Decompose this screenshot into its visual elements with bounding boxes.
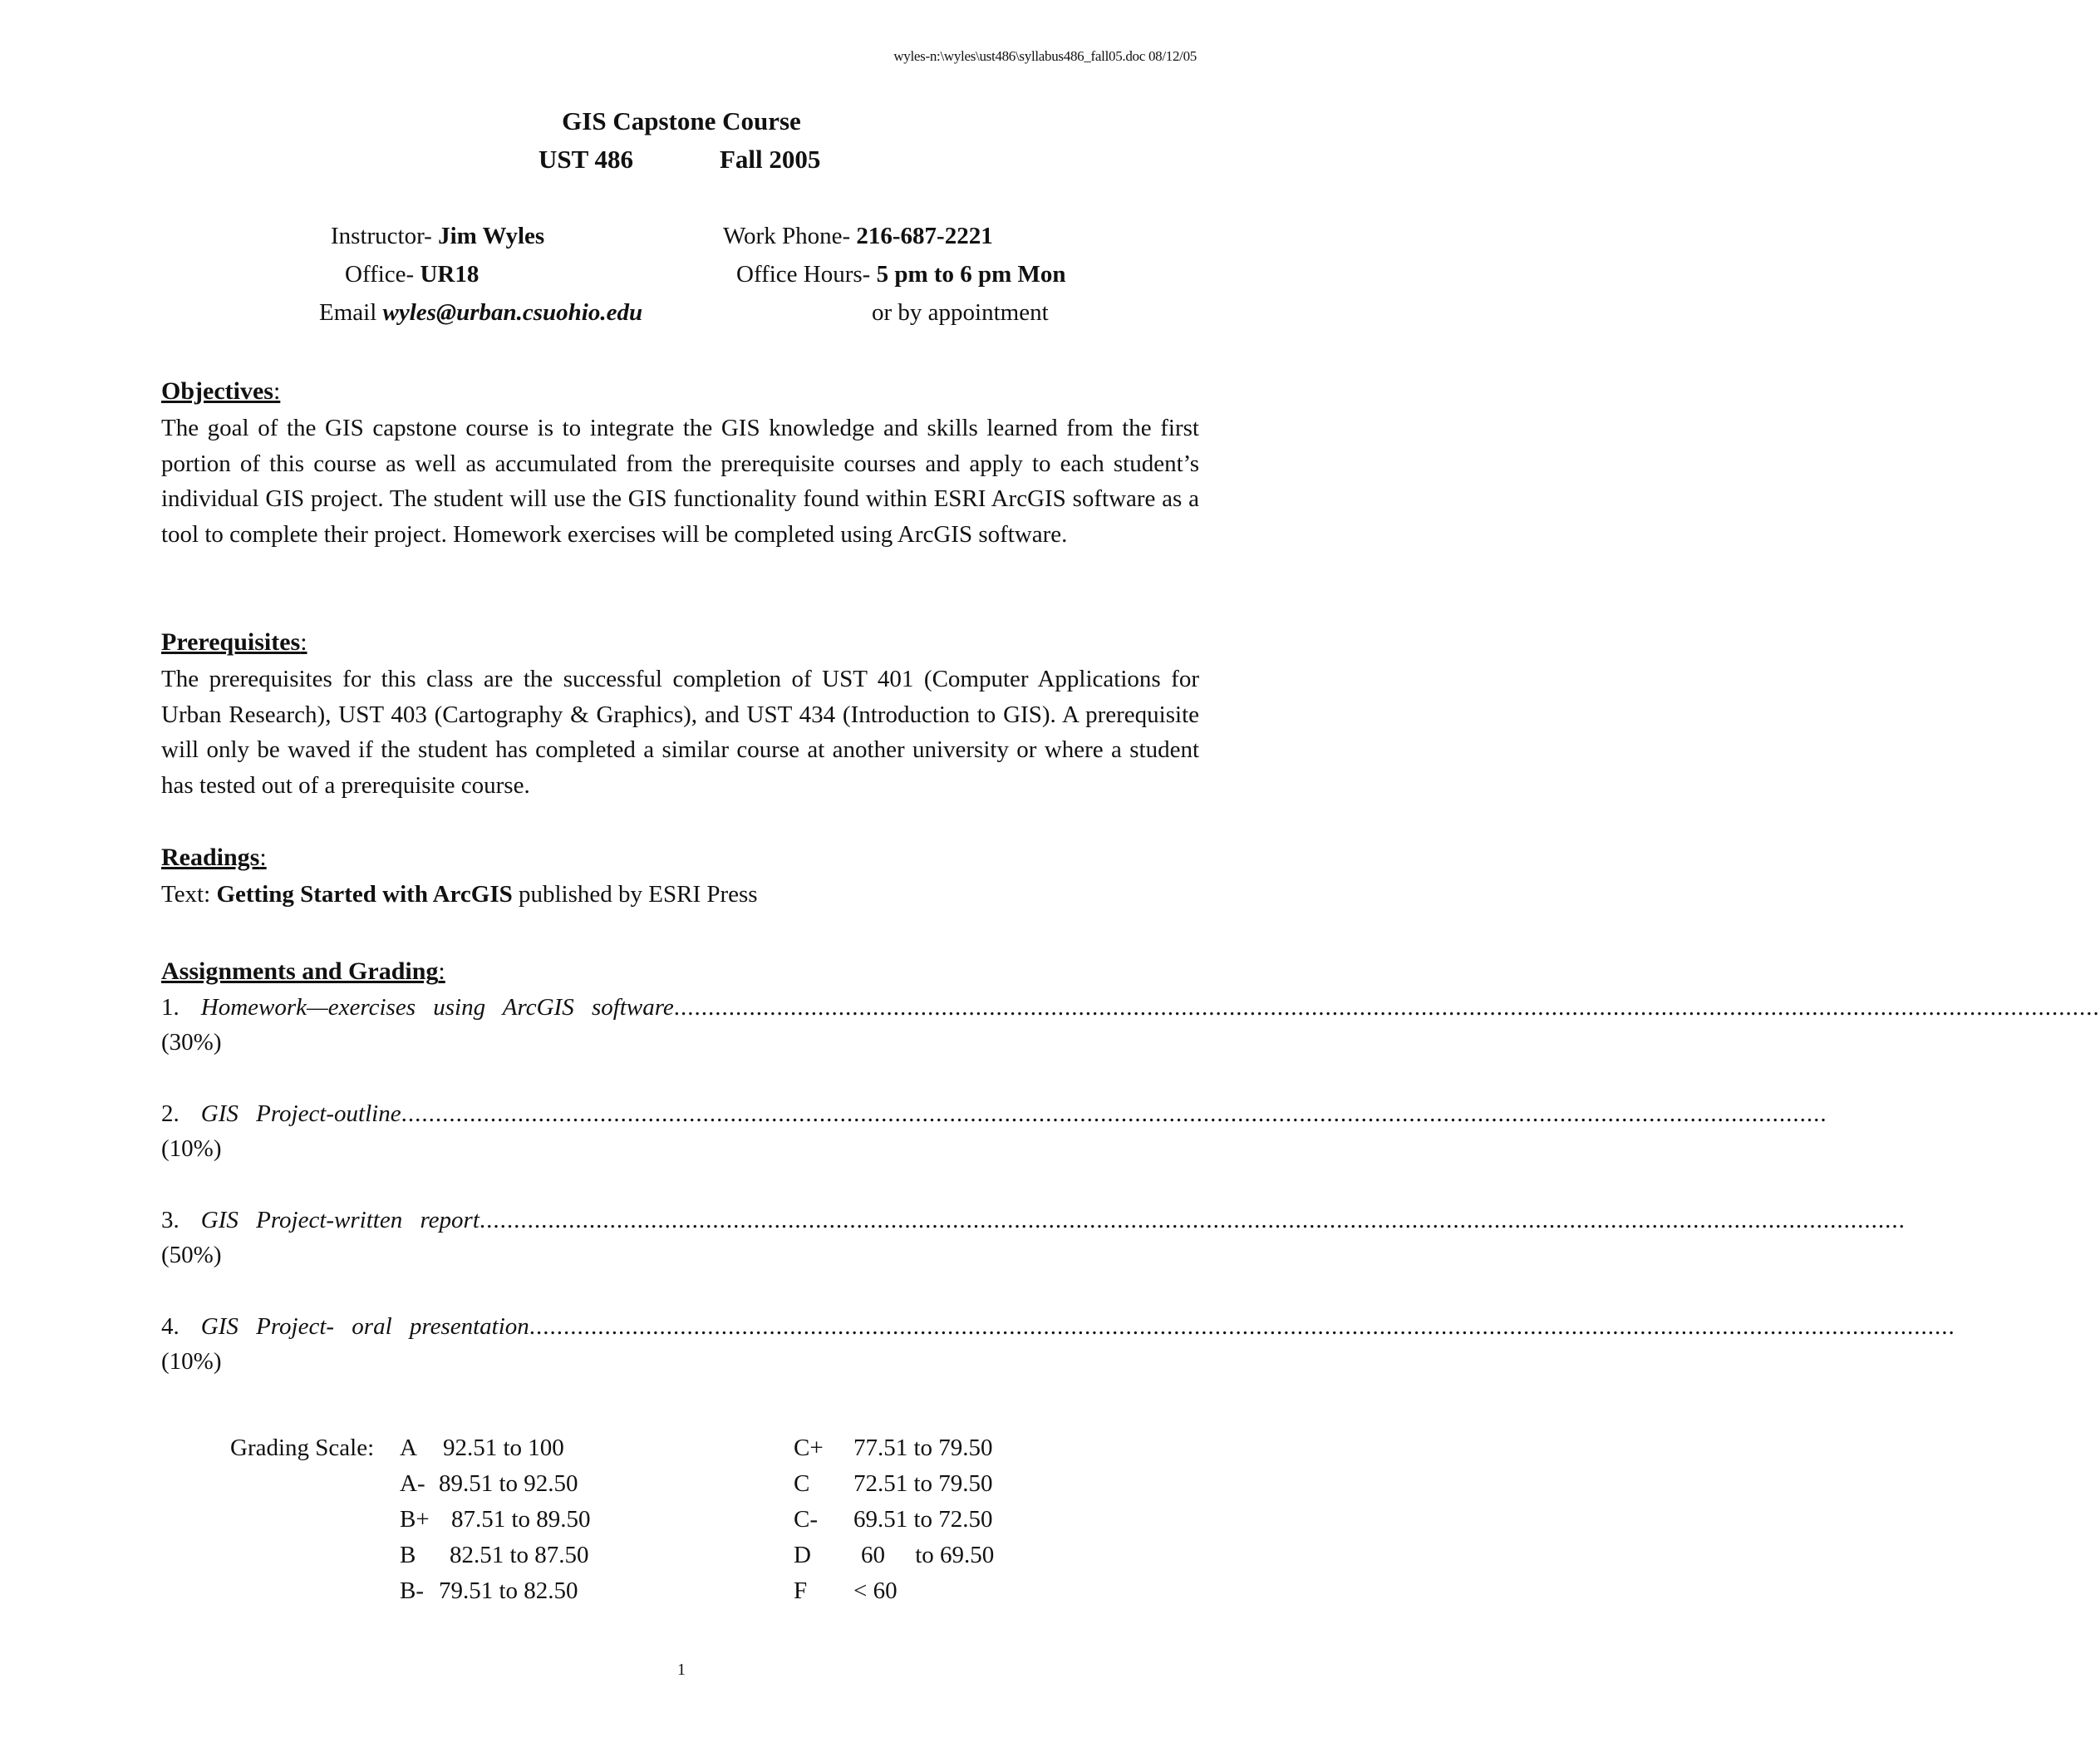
- assignment-label: GIS Project- oral presentation: [200, 1313, 529, 1340]
- dot-leader: ................................................................................................................................................................................................................: [479, 1207, 1906, 1233]
- email-address: wyles@urban.csuohio.edu: [382, 299, 643, 326]
- assignment-number: 4.: [161, 1313, 180, 1340]
- office-line: [345, 261, 479, 288]
- prerequisites-text: The prerequisites for this class are the successful completion of UST 401 (Computer Applications for Urban Research), UST 403 (Cartography & Graphics), and UST 434 (Introduction to GIS). A prerequisite will only be waved if the student has completed a similar course at another university or where a student has tested out of a prerequisite course.: [161, 666, 1199, 799]
- email-line: [319, 299, 642, 327]
- grading-scale-left-column: [400, 1435, 591, 1613]
- assignment-number: 3.: [161, 1207, 180, 1233]
- objectives-text: The goal of the GIS capstone course is to integrate the GIS knowledge and skills learned from the first portion of this course as well as accumulated from the prerequisite courses and apply to each student’s individual GIS project. The student will use the GIS functionality found within ESRI ArcGIS software as a tool to complete their project. Homework exercises will be completed using ArcGIS software.: [161, 415, 1199, 548]
- grade-range: 89.51 to 92.50: [439, 1470, 578, 1497]
- assignment-weight: (30%): [161, 1029, 222, 1056]
- grade-range: 82.51 to 87.50: [450, 1542, 589, 1568]
- phone-label: Work Phone-: [723, 223, 857, 249]
- page-number: 1: [677, 1661, 686, 1679]
- instructor-label: Instructor-: [331, 223, 439, 249]
- instructor-name: Jim Wyles: [438, 223, 545, 249]
- file-path-header: wyles-n:\wyles\ust486\syllabus486_fall05.doc 08/12/05: [893, 48, 1197, 64]
- assignment-weight: (10%): [161, 1348, 222, 1375]
- phone-line: [723, 223, 993, 250]
- grade-range: 87.51 to 89.50: [451, 1506, 591, 1533]
- assignment-item: [161, 1313, 1955, 1376]
- instructor-line: [331, 223, 544, 250]
- assignments-heading: Assignments and Grading:: [161, 957, 445, 985]
- grade-letter: C-: [794, 1506, 818, 1533]
- grade-row: [400, 1470, 591, 1506]
- grading-scale-label: Grading Scale:: [230, 1435, 375, 1461]
- readings-text: Text: Getting Started with ArcGIS published by ESRI Press: [161, 881, 758, 908]
- assignment-weight: (10%): [161, 1135, 222, 1162]
- grade-letter: B: [400, 1542, 416, 1568]
- assignment-item: [161, 994, 2100, 1056]
- grade-row: [794, 1577, 994, 1613]
- grade-row: [794, 1470, 994, 1506]
- grade-range: 77.51 to 79.50: [853, 1435, 993, 1461]
- phone-number: 216-687-2221: [856, 223, 993, 249]
- dot-leader: ................................................................................................................................................................................................................: [529, 1313, 1955, 1340]
- grade-letter: B+: [400, 1506, 430, 1533]
- grade-letter: C: [794, 1470, 810, 1497]
- dot-leader: ................................................................................................................................................................................................................: [401, 1100, 1827, 1127]
- grade-range: 79.51 to 82.50: [439, 1577, 578, 1604]
- grade-row: [400, 1506, 591, 1542]
- grade-row: [794, 1506, 994, 1542]
- office-label: Office-: [345, 261, 420, 288]
- objectives-heading: Objectives:: [161, 377, 281, 405]
- grade-range: 72.51 to 79.50: [853, 1470, 993, 1497]
- office-hours-label: Office Hours-: [736, 261, 877, 288]
- assignment-weight: (50%): [161, 1242, 222, 1268]
- dot-leader: ................................................................................................................................................................................................................: [673, 994, 2100, 1021]
- prerequisites-heading: Prerequisites:: [161, 628, 307, 656]
- grade-letter: B-: [400, 1577, 424, 1604]
- assignment-number: 1.: [161, 994, 180, 1021]
- office-hours-value: 5 pm to 6 pm Mon: [876, 261, 1066, 288]
- grading-scale-right-column: [794, 1435, 994, 1613]
- grade-row: [400, 1435, 591, 1470]
- grade-letter: A: [400, 1435, 417, 1461]
- assignment-number: 2.: [161, 1100, 180, 1127]
- grade-row: [794, 1542, 994, 1577]
- office-hours-line: [736, 261, 1066, 288]
- grade-range: 60 to 69.50: [861, 1542, 995, 1568]
- course-title: GIS Capstone Course: [562, 106, 801, 135]
- assignment-label: GIS Project-outline: [200, 1100, 401, 1127]
- grade-letter: D: [794, 1542, 811, 1568]
- office-hours-note: or by appointment: [872, 299, 1049, 326]
- grade-letter: A-: [400, 1470, 425, 1497]
- course-code: UST 486: [539, 145, 633, 174]
- assignment-item: [161, 1207, 1906, 1269]
- grade-row: [400, 1542, 591, 1577]
- grade-letter: C+: [794, 1435, 824, 1461]
- grade-range: 92.51 to 100: [443, 1435, 564, 1461]
- assignment-item: [161, 1100, 1827, 1163]
- assignment-label: GIS Project-written report: [200, 1207, 480, 1233]
- grade-letter: F: [794, 1577, 808, 1604]
- grade-range: < 60: [853, 1577, 898, 1604]
- grade-row: [400, 1577, 591, 1613]
- grade-range: 69.51 to 72.50: [853, 1506, 993, 1533]
- textbook-title: Getting Started with ArcGIS: [216, 881, 513, 908]
- grade-row: [794, 1435, 994, 1470]
- assignment-label: Homework—exercises using ArcGIS software: [200, 994, 674, 1021]
- course-term: Fall 2005: [720, 145, 821, 174]
- readings-heading: Readings:: [161, 844, 267, 871]
- email-label: Email: [319, 299, 383, 326]
- office-room: UR18: [420, 261, 480, 288]
